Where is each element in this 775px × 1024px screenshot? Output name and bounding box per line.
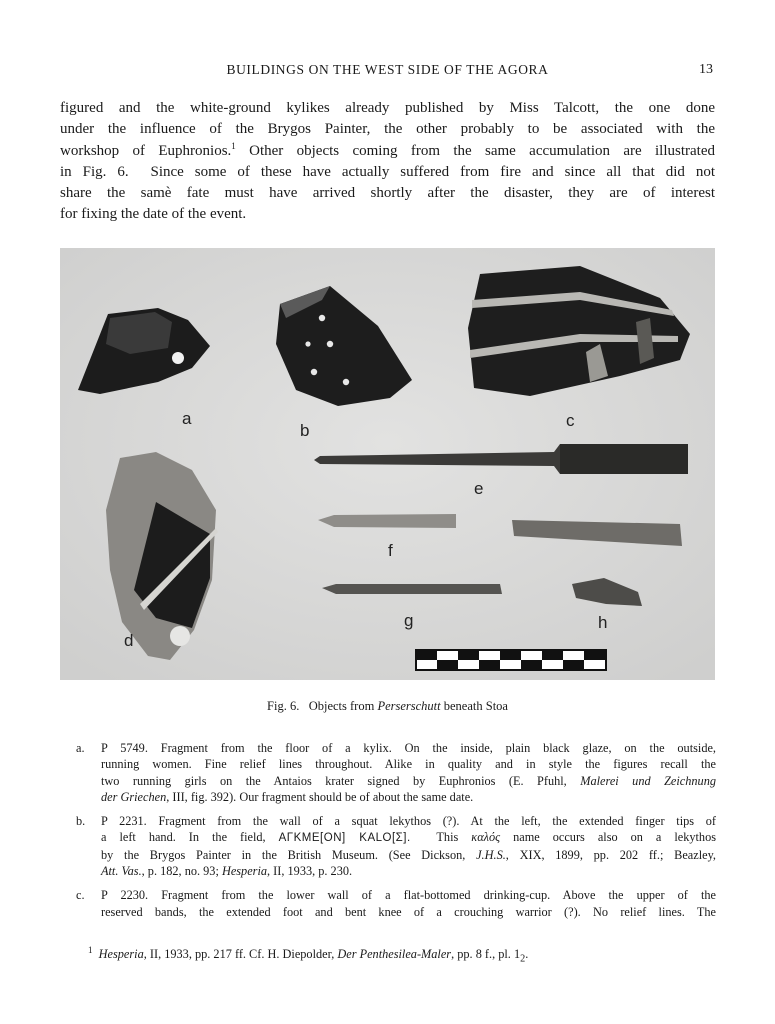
paragraph-line: under the influence of the Brygos Painter, the other probably to be associated with the xyxy=(60,121,715,138)
entry-text: name occurs also on a lekythos xyxy=(513,830,717,845)
figure-photograph xyxy=(60,248,715,680)
caption-italic: Perserschutt xyxy=(377,699,441,713)
entry-letter: b. xyxy=(76,814,86,829)
footnote-subscript: 2 xyxy=(520,953,526,965)
paragraph-line: for fixing the date of the event. xyxy=(60,206,247,223)
paragraph-text: Since some of these have actually suffered from fire and since all that did not xyxy=(150,163,716,180)
entry-text: , III, fig. 392). Our fragment should be of about the same date. xyxy=(166,789,474,804)
figure-label-d: d xyxy=(124,631,134,650)
entry-text: , p. 182, no. 93; xyxy=(141,864,219,879)
greek-word: καλός xyxy=(471,830,501,845)
entry-letter: a. xyxy=(76,741,85,755)
entry-line xyxy=(101,789,716,805)
entry-italic: der Griechen xyxy=(101,789,167,804)
entry-line xyxy=(101,829,716,846)
running-title: BUILDINGS ON THE WEST SIDE OF THE AGORA xyxy=(226,62,549,77)
entry-italic: Malerei und Zeichnung xyxy=(580,773,716,788)
caption-text: Objects from xyxy=(308,699,375,713)
caption-prefix: Fig. 6. xyxy=(267,699,300,713)
entry-line: P 2231. Fragment from the wall of a squat lekythos (?). At the left, the extended finger tips of xyxy=(101,814,716,829)
figure-label-e: e xyxy=(474,479,484,498)
entry-italic: Att. Vas. xyxy=(101,864,142,879)
figure-label-c: c xyxy=(566,411,575,430)
figure-label-b: b xyxy=(300,421,310,440)
entry-line: P 5749. Fragment from the floor of a kylix. On the inside, plain black glaze, on the outside, xyxy=(101,741,716,755)
entry-line: reserved bands, the extended foot and bent knee of a crouching warrior (?). No relief lines. The xyxy=(101,904,716,919)
catalogue-entry xyxy=(76,813,716,879)
figure-label-f: f xyxy=(388,541,393,560)
caption-suffix: beneath Stoa xyxy=(443,699,508,713)
catalogue-entry xyxy=(76,740,716,805)
catalogue-entries xyxy=(76,740,716,928)
entry-line xyxy=(101,863,716,879)
entry-line xyxy=(101,847,716,863)
entry-text: a left hand. In the field, xyxy=(101,830,266,845)
figure-label-h: h xyxy=(598,613,608,632)
catalogue-entry xyxy=(76,887,716,920)
inscription: AΓKME[ON] KALO[Σ]. xyxy=(278,832,411,845)
page-number: 13 xyxy=(699,62,713,77)
entry-line: running women. Fine relief lines throughout. Alike in quality and in style the figures recall the xyxy=(101,757,716,772)
entry-text: by the Brygos Painter in the British Museum. (See Dickson, xyxy=(101,847,466,862)
paragraph-line xyxy=(60,162,715,183)
entry-line xyxy=(101,773,716,789)
footnote-marker: 1 xyxy=(88,944,93,955)
footnote-text: , II, 1933, pp. 217 ff. Cf. H. Diepolder, xyxy=(143,947,335,961)
footnote-reference[interactable]: 1 xyxy=(231,140,236,151)
footnote-italic: Hesperia xyxy=(98,947,144,961)
paragraph-line xyxy=(60,141,715,162)
entry-text: , XIX, 1899, pp. 202 ff.; Beazley, xyxy=(505,847,716,862)
scale-bar xyxy=(416,650,606,670)
footnote-text: , pp. 8 f., pl. 1 xyxy=(451,947,521,961)
page-header xyxy=(60,62,715,82)
paragraph-text: workshop of Euphronios. xyxy=(60,142,232,159)
entry-text: , II, 1933, p. 230. xyxy=(267,864,353,879)
figure-label-g: g xyxy=(404,611,414,630)
entry-italic: Hesperia xyxy=(221,864,268,879)
paragraph-line: figured and the white-ground kylikes already published by Miss Talcott, the one done xyxy=(60,100,715,116)
figure-caption xyxy=(60,699,715,714)
paragraph-line: share the samè fate must have arrived shortly after the disaster, they are of interest xyxy=(60,185,715,202)
entry-text: two running girls on the Antaios krater signed by Euphronios (E. Pfuhl, xyxy=(101,773,567,788)
footnote-text: . xyxy=(525,947,529,961)
entry-letter: c. xyxy=(76,888,85,903)
paragraph-text: Other objects coming from the same accumulation are illustrated xyxy=(235,142,715,159)
footnote-italic: Der Penthesilea-Maler xyxy=(337,947,452,961)
entry-text: This xyxy=(436,830,459,845)
footnote xyxy=(88,944,708,965)
body-paragraph xyxy=(60,98,715,226)
paragraph-text: in Fig. 6. xyxy=(60,163,129,180)
entry-line: P 2230. Fragment from the lower wall of a flat-bottomed drinking-cup. Above the upper of the xyxy=(101,888,716,903)
figure-label-a: a xyxy=(182,409,192,428)
entry-italic: J.H.S. xyxy=(476,847,506,862)
